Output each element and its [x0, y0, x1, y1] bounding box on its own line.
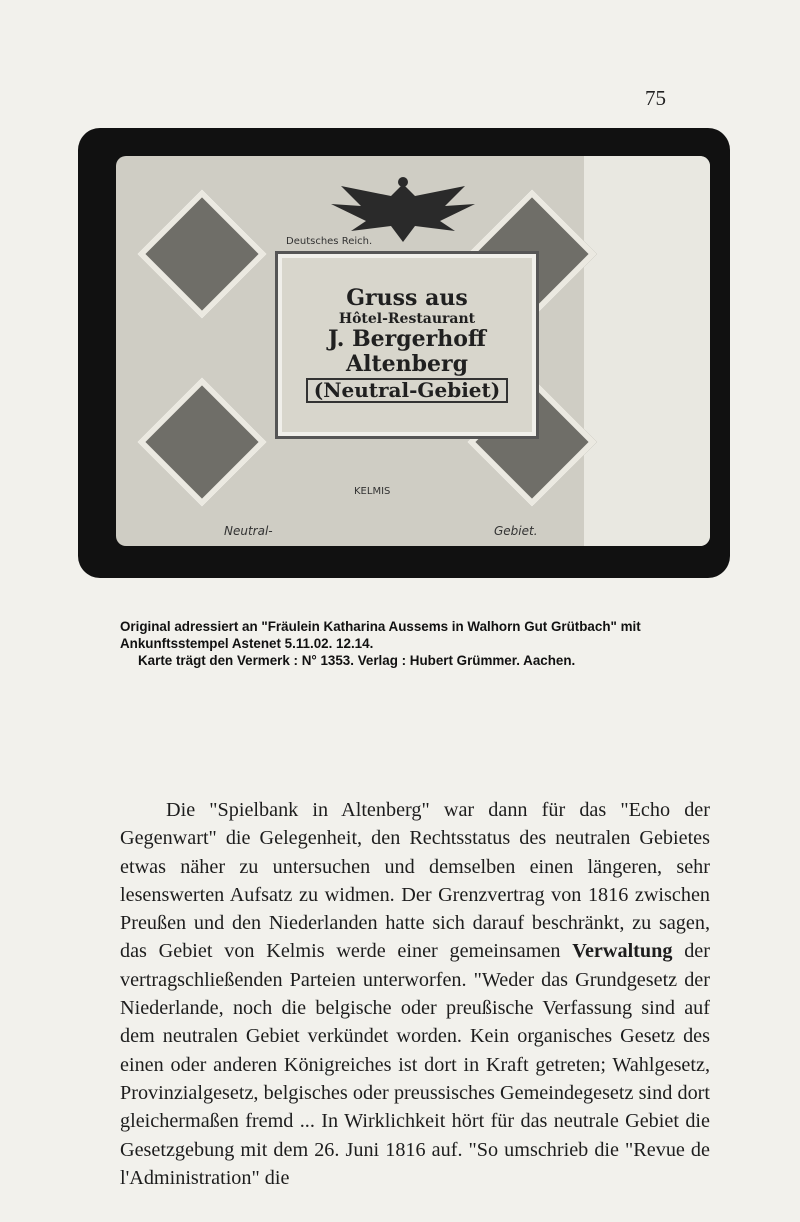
body-bold-word: Verwaltung	[572, 940, 673, 963]
caption-line-1: Original adressiert an "Fräulein Katharina Aussems in Walhorn Gut Grütbach" mit	[120, 619, 641, 634]
greeting-panel	[278, 254, 536, 436]
postcard-photo	[78, 128, 730, 578]
panel-line-5: (Neutral-Gebiet)	[306, 378, 508, 403]
card-bottom-left-text: Neutral-	[224, 524, 273, 538]
caption-line-2: Ankunftsstempel Astenet 5.11.02. 12.14.	[120, 636, 374, 651]
body-paragraph	[120, 796, 710, 1192]
panel-line-1: Gruss aus	[346, 284, 468, 311]
postcard	[116, 156, 710, 546]
panel-line-4: Altenberg	[346, 351, 468, 378]
page-number: 75	[645, 86, 666, 110]
panel-line-3: J. Bergerhoff	[328, 326, 486, 353]
figure-caption	[120, 618, 710, 669]
emblem-text: Deutsches Reich.	[286, 236, 373, 247]
card-bottom-right-text: Gebiet.	[494, 524, 538, 538]
panel-line-2: Hôtel-Restaurant	[338, 310, 476, 327]
stamp-top-left	[137, 189, 267, 319]
handwritten-address-area	[584, 156, 710, 546]
body-text-end: der vertragschließenden Parteien unterworfen. "Weder das Grundgesetz der Niederlande, noch die belgische oder preußische Verfassung sind auf dem neutralen Gebiet verkündet worden. Kein organisches Gesetz des einen oder anderen Königreiches ist dort in Kraft getreten; Wahlgesetz, Provinzialgesetz, belgisches oder preussisches Gemeindegesetz sind dort gleichermaßen fremd ... In Wirklichkeit hört für das neutrale Gebiet die Gesetzgebung mit dem 26. Juni 1816 auf. "So umschrieb die "Revue de l'Administration" die	[120, 940, 710, 1189]
caption-line-3: Karte trägt den Vermerk : N° 1353. Verlag : Hubert Grümmer. Aachen.	[138, 653, 576, 668]
stamp-bottom-left	[137, 377, 267, 507]
ribbon-text: KELMIS	[354, 486, 391, 497]
body-text-start: Die "Spielbank in Altenberg" war dann für das "Echo der Gegenwart" die Gelegenheit, den Rechtsstatus des neutralen Gebietes etwas näher zu untersuchen und demselben einen längeren, sehr lesenswerten Aufsatz zu widmen. Der Grenzvertrag von 1816 zwischen Preußen und den Niederlanden hatte sich darauf beschränkt, zu sagen, das Gebiet von Kelmis werde einer gemeinsamen	[120, 799, 710, 963]
